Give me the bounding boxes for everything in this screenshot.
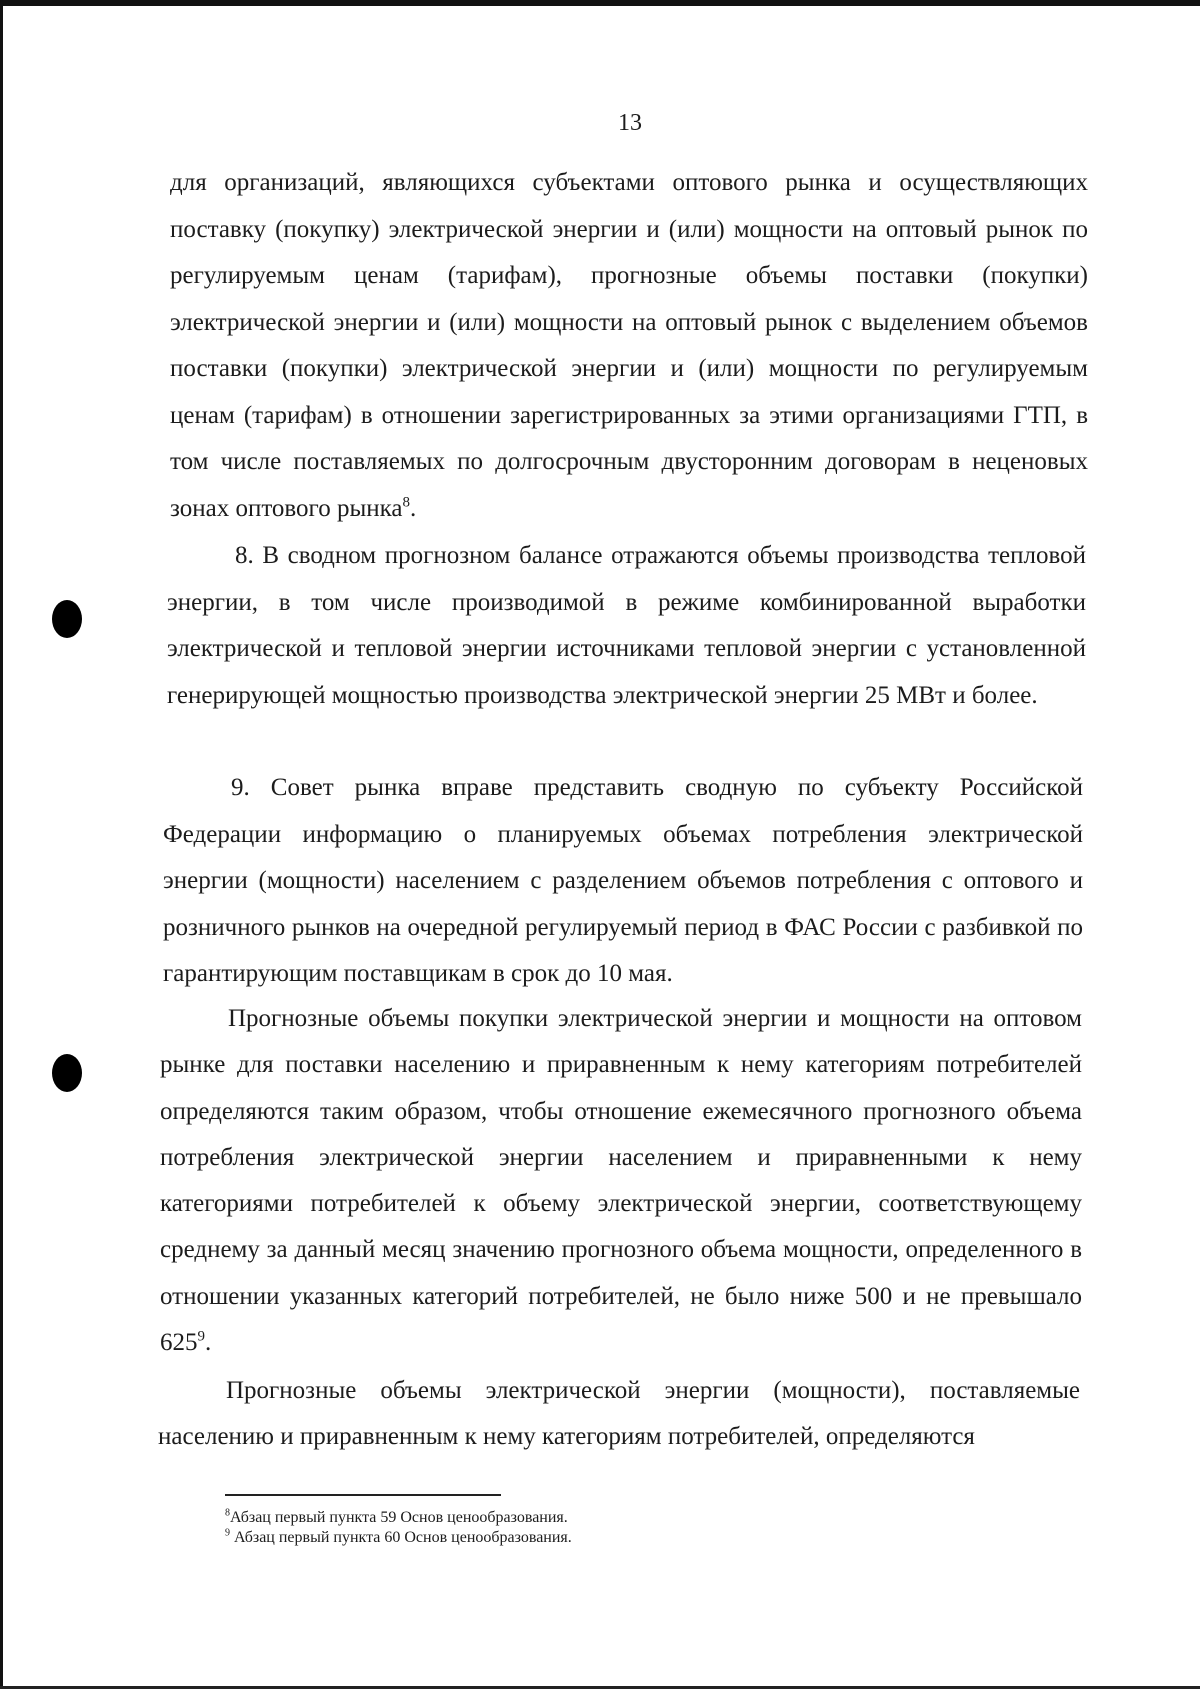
footnote-mark: 9 (225, 1527, 230, 1539)
paragraph-forecast-supply (158, 1368, 1080, 1460)
footnote-8 (225, 1508, 572, 1528)
footnote-ref: 8 (402, 494, 410, 511)
scan-border-top (0, 0, 1200, 6)
punch-hole-lower (52, 1054, 82, 1092)
paragraph-tail: . (205, 1329, 212, 1357)
footnotes (225, 1508, 572, 1548)
paragraph-text: Прогнозные объемы покупки электрической энергии и мощности на оптовом рынке для поставки населению и приравненным к нему категориям потребителей определяются таким образом, чтобы отношение ежемесячного прогнозного объема потребления электрической энергии населением и приравненными к нему категориями потребителей к объему электрической энергии, соответствующему среднему за данный месяц значению прогнозного объема мощности, определенного в отношении указанных категорий потребителей, не было ниже 500 и не превышало 625 (160, 1005, 1082, 1357)
footnote-9 (225, 1528, 572, 1548)
footnote-text: Абзац первый пункта 60 Основ ценообразования. (230, 1529, 572, 1546)
paragraph-text: Прогнозные объемы электрической энергии (мощности), поставляемые населению и приравненным к нему категориям потребителей, определяются (158, 1377, 1080, 1450)
paragraph-text: 8. В сводном прогнозном балансе отражаются объемы производства тепловой энергии, в том числе производимой в режиме комбинированной выработки электрической и тепловой энергии источниками тепловой энергии с установленной генерирующей мощностью производства электрической энергии 25 МВт и более. (167, 542, 1086, 709)
footnote-separator (225, 1494, 501, 1496)
footnote-ref: 9 (197, 1328, 205, 1345)
paragraph-item-9 (163, 765, 1083, 998)
scan-border-left (0, 0, 3, 1689)
paragraph-continuation (170, 160, 1088, 532)
paragraph-forecast-purchase (160, 996, 1082, 1366)
paragraph-text: 9. Совет рынка вправе представить сводную по субъекту Российской Федерации информацию о планируемых объемах потребления электрической энергии (мощности) населением с разделением объемов потребления с оптового и розничного рынков на очередной регулируемый период в ФАС России с разбивкой по гарантирующим поставщикам в срок до 10 мая. (163, 774, 1083, 987)
paragraph-text: для организаций, являющихся субъектами оптового рынка и осуществляющих поставку (покупку) электрической энергии и (или) мощности на оптовый рынок по регулируемым ценам (тарифам), прогнозные объемы поставки (покупки) электрической энергии и (или) мощности на оптовый рынок с выделением объемов поставки (покупки) электрической энергии и (или) мощности по регулируемым ценам (тарифам) в отношении зарегистрированных за этими организациями ГТП, в том числе поставляемых по долгосрочным двусторонним договорам в неценовых зонах оптового рынка (170, 169, 1088, 522)
page-number: 13 (618, 110, 642, 136)
footnote-mark: 8 (225, 1507, 230, 1519)
paragraph-tail: . (409, 494, 417, 522)
paragraph-item-8 (167, 533, 1086, 719)
footnote-text: Абзац первый пункта 59 Основ ценообразования. (230, 1509, 568, 1526)
punch-hole-upper (52, 600, 82, 638)
